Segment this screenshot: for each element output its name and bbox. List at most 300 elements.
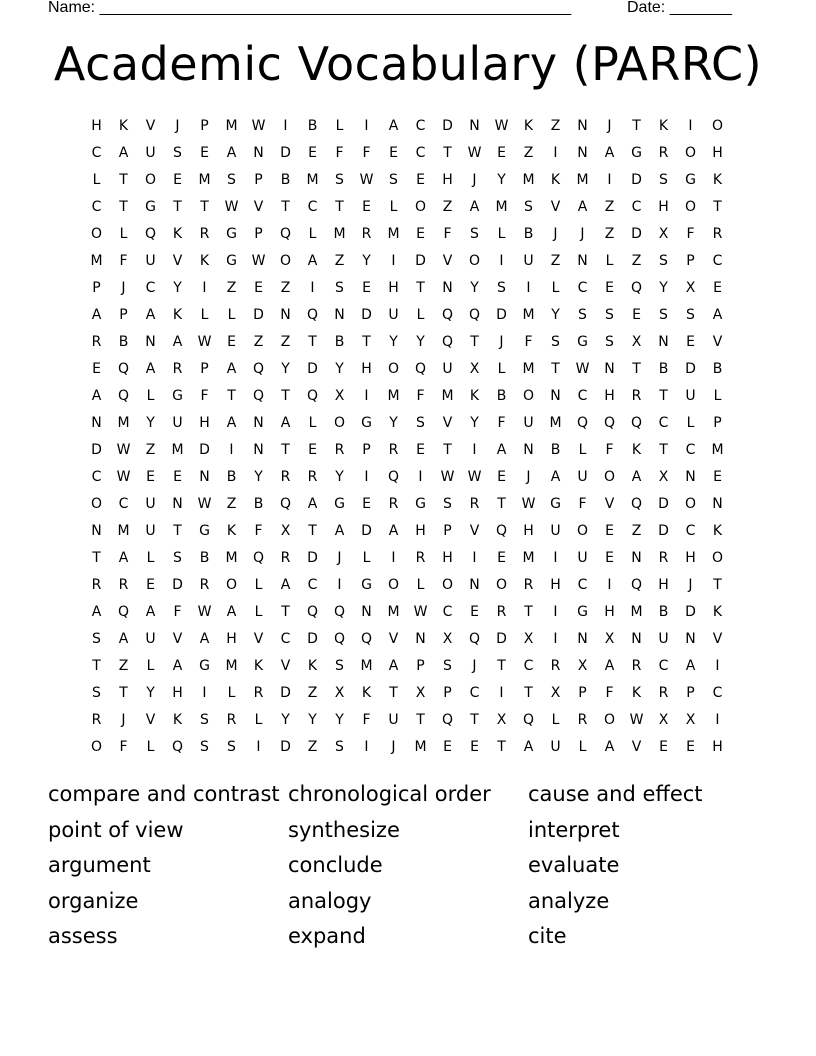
grid-letter[interactable]: U [145,523,156,539]
grid-letter[interactable]: Z [550,118,561,134]
grid-letter[interactable]: H [172,685,183,701]
grid-letter[interactable]: Q [252,361,265,377]
grid-letter[interactable]: Y [497,172,506,188]
grid-letter[interactable]: M [360,658,373,674]
grid-letter[interactable]: A [577,199,588,215]
grid-letter[interactable]: P [443,685,452,701]
grid-letter[interactable]: C [91,469,102,485]
grid-letter[interactable]: E [227,334,236,350]
grid-letter[interactable]: M [441,388,454,404]
grid-letter[interactable]: I [553,550,558,566]
grid-letter[interactable]: P [254,226,263,242]
grid-letter[interactable]: C [91,199,102,215]
grid-letter[interactable]: M [495,199,508,215]
grid-letter[interactable]: D [496,631,507,647]
grid-letter[interactable]: F [254,523,263,539]
grid-letter[interactable]: N [577,118,588,134]
grid-letter[interactable]: M [522,307,535,323]
grid-letter[interactable]: Q [117,604,130,620]
grid-letter[interactable]: F [497,415,506,431]
grid-letter[interactable]: X [685,280,696,296]
grid-letter[interactable]: S [470,226,479,242]
grid-letter[interactable]: Q [630,415,643,431]
grid-letter[interactable]: K [631,685,642,701]
grid-letter[interactable]: R [91,577,102,593]
grid-letter[interactable]: T [281,388,290,404]
grid-letter[interactable]: Q [252,388,265,404]
grid-letter[interactable]: E [443,739,452,755]
grid-letter[interactable]: D [658,523,669,539]
grid-letter[interactable]: X [523,631,534,647]
grid-letter[interactable]: M [522,172,535,188]
grid-letter[interactable]: S [92,631,101,647]
grid-letter[interactable]: A [172,658,183,674]
grid-letter[interactable]: Q [414,361,427,377]
grid-letter[interactable]: D [280,685,291,701]
grid-letter[interactable]: O [711,550,724,566]
grid-letter[interactable]: V [172,631,183,647]
grid-letter[interactable]: A [496,442,507,458]
grid-letter[interactable]: L [497,226,506,242]
grid-letter[interactable]: I [499,685,504,701]
grid-letter[interactable]: D [361,307,372,323]
grid-letter[interactable]: K [712,604,723,620]
grid-letter[interactable]: V [145,118,156,134]
grid-letter[interactable]: T [335,199,344,215]
grid-letter[interactable]: L [362,550,371,566]
grid-letter[interactable]: P [443,523,452,539]
grid-letter[interactable]: F [200,388,209,404]
grid-letter[interactable]: E [659,739,668,755]
grid-letter[interactable]: Z [442,199,453,215]
grid-letter[interactable]: A [118,145,129,161]
grid-letter[interactable]: W [197,334,212,350]
grid-letter[interactable]: E [173,172,182,188]
grid-letter[interactable]: S [200,739,209,755]
grid-letter[interactable]: N [631,550,642,566]
grid-letter[interactable]: W [413,604,428,620]
grid-letter[interactable]: S [524,199,533,215]
grid-letter[interactable]: A [280,577,291,593]
grid-letter[interactable]: Z [550,253,561,269]
grid-letter[interactable]: L [416,307,425,323]
grid-letter[interactable]: Q [441,307,454,323]
grid-letter[interactable]: S [200,712,209,728]
grid-letter[interactable]: E [146,469,155,485]
grid-letter[interactable]: C [631,199,642,215]
grid-letter[interactable]: C [712,685,723,701]
grid-letter[interactable]: R [631,388,642,404]
grid-letter[interactable]: T [497,496,506,512]
grid-letter[interactable]: X [334,685,345,701]
grid-letter[interactable]: U [388,307,399,323]
grid-letter[interactable]: K [469,388,480,404]
grid-letter[interactable]: E [470,604,479,620]
grid-letter[interactable]: F [605,442,614,458]
grid-letter[interactable]: Y [173,280,182,296]
grid-letter[interactable]: V [631,739,642,755]
grid-letter[interactable]: B [550,442,561,458]
grid-letter[interactable]: A [226,361,237,377]
grid-letter[interactable]: S [227,739,236,755]
grid-letter[interactable]: E [713,280,722,296]
grid-letter[interactable]: Q [630,496,643,512]
grid-letter[interactable]: H [685,550,696,566]
grid-letter[interactable]: D [280,739,291,755]
grid-letter[interactable]: C [415,145,426,161]
grid-letter[interactable]: F [362,712,371,728]
grid-letter[interactable]: Y [146,685,155,701]
grid-letter[interactable]: F [578,496,587,512]
grid-letter[interactable]: J [121,280,126,296]
grid-letter[interactable]: D [91,442,102,458]
grid-letter[interactable]: Y [389,334,398,350]
grid-letter[interactable]: T [281,442,290,458]
grid-letter[interactable]: H [712,739,723,755]
grid-letter[interactable]: O [684,199,697,215]
grid-letter[interactable]: Q [495,523,508,539]
grid-letter[interactable]: M [198,172,211,188]
grid-letter[interactable]: M [387,388,400,404]
grid-letter[interactable]: R [496,604,507,620]
grid-letter[interactable]: A [388,118,399,134]
grid-letter[interactable]: T [308,334,317,350]
grid-letter[interactable]: E [146,577,155,593]
grid-letter[interactable]: Y [416,334,425,350]
grid-letter[interactable]: E [308,145,317,161]
grid-letter[interactable]: S [335,172,344,188]
grid-letter[interactable]: E [497,145,506,161]
grid-letter[interactable]: U [388,712,399,728]
grid-letter[interactable]: Q [144,226,157,242]
grid-letter[interactable]: U [577,550,588,566]
grid-letter[interactable]: P [578,685,587,701]
grid-letter[interactable]: K [550,172,561,188]
grid-letter[interactable]: N [415,631,426,647]
grid-letter[interactable]: I [337,577,342,593]
grid-letter[interactable]: B [199,550,210,566]
grid-letter[interactable]: Z [523,145,534,161]
grid-letter[interactable]: I [715,658,720,674]
grid-letter[interactable]: V [604,496,615,512]
grid-letter[interactable]: B [712,361,723,377]
grid-letter[interactable]: W [575,361,590,377]
grid-letter[interactable]: A [523,739,534,755]
grid-letter[interactable]: L [713,388,722,404]
grid-letter[interactable]: D [361,523,372,539]
grid-letter[interactable]: G [145,199,156,215]
grid-letter[interactable]: V [253,631,264,647]
grid-letter[interactable]: Q [441,712,454,728]
grid-letter[interactable]: I [229,442,234,458]
grid-letter[interactable]: R [712,226,723,242]
grid-letter[interactable]: S [659,253,668,269]
grid-letter[interactable]: J [526,469,531,485]
grid-letter[interactable]: Q [360,631,373,647]
grid-letter[interactable]: R [91,712,102,728]
grid-letter[interactable]: X [334,388,345,404]
grid-letter[interactable]: V [442,253,453,269]
grid-letter[interactable]: T [281,604,290,620]
grid-letter[interactable]: Q [630,577,643,593]
grid-letter[interactable]: A [388,658,399,674]
grid-letter[interactable]: O [90,226,103,242]
grid-letter[interactable]: O [684,145,697,161]
grid-letter[interactable]: W [359,172,374,188]
grid-letter[interactable]: N [523,442,534,458]
grid-letter[interactable]: N [361,604,372,620]
grid-letter[interactable]: A [712,307,723,323]
grid-letter[interactable]: O [90,739,103,755]
grid-letter[interactable]: N [685,469,696,485]
grid-letter[interactable]: V [388,631,399,647]
grid-letter[interactable]: D [199,442,210,458]
grid-letter[interactable]: S [443,496,452,512]
grid-letter[interactable]: E [389,145,398,161]
grid-letter[interactable]: Q [603,415,616,431]
grid-letter[interactable]: I [526,280,531,296]
grid-letter[interactable]: S [443,658,452,674]
grid-letter[interactable]: L [254,577,263,593]
grid-letter[interactable]: L [119,226,128,242]
grid-letter[interactable]: T [659,388,668,404]
grid-letter[interactable]: N [172,496,183,512]
grid-letter[interactable]: V [712,631,723,647]
grid-letter[interactable]: W [224,199,239,215]
grid-letter[interactable]: Q [279,226,292,242]
grid-letter[interactable]: U [145,145,156,161]
grid-letter[interactable]: E [308,442,317,458]
grid-letter[interactable]: I [364,739,369,755]
grid-letter[interactable]: O [522,388,535,404]
grid-letter[interactable]: E [632,307,641,323]
grid-letter[interactable]: Q [306,604,319,620]
grid-letter[interactable]: D [442,118,453,134]
grid-letter[interactable]: M [522,550,535,566]
grid-letter[interactable]: Y [281,712,290,728]
grid-letter[interactable]: E [362,199,371,215]
grid-letter[interactable]: Y [389,415,398,431]
grid-letter[interactable]: A [172,334,183,350]
grid-letter[interactable]: O [225,577,238,593]
grid-letter[interactable]: Q [117,388,130,404]
grid-letter[interactable]: G [631,145,642,161]
grid-letter[interactable]: D [307,361,318,377]
grid-letter[interactable]: Q [279,496,292,512]
grid-letter[interactable]: T [632,361,641,377]
grid-letter[interactable]: T [524,685,533,701]
grid-letter[interactable]: A [307,253,318,269]
grid-letter[interactable]: L [551,280,560,296]
grid-letter[interactable]: A [631,469,642,485]
grid-letter[interactable]: R [307,469,318,485]
grid-letter[interactable]: I [310,280,315,296]
grid-letter[interactable]: U [658,631,669,647]
grid-letter[interactable]: V [469,523,480,539]
grid-letter[interactable]: C [658,415,669,431]
grid-letter[interactable]: E [173,469,182,485]
grid-letter[interactable]: T [173,199,182,215]
grid-letter[interactable]: A [91,307,102,323]
grid-letter[interactable]: A [226,145,237,161]
grid-letter[interactable]: K [712,172,723,188]
grid-letter[interactable]: N [91,415,102,431]
grid-letter[interactable]: Y [659,280,668,296]
grid-letter[interactable]: X [658,226,669,242]
grid-letter[interactable]: H [712,145,723,161]
grid-letter[interactable]: T [713,577,722,593]
grid-letter[interactable]: Q [441,334,454,350]
grid-letter[interactable]: L [200,307,209,323]
grid-letter[interactable]: M [549,415,562,431]
grid-letter[interactable]: U [685,388,696,404]
grid-letter[interactable]: K [199,253,210,269]
grid-letter[interactable]: X [469,361,480,377]
grid-letter[interactable]: K [118,118,129,134]
grid-letter[interactable]: R [658,550,669,566]
grid-letter[interactable]: Z [631,523,642,539]
grid-letter[interactable]: R [523,577,534,593]
grid-letter[interactable]: O [333,415,346,431]
grid-letter[interactable]: R [361,226,372,242]
grid-letter[interactable]: K [253,658,264,674]
grid-letter[interactable]: H [442,172,453,188]
grid-letter[interactable]: M [711,442,724,458]
grid-letter[interactable]: S [227,172,236,188]
grid-letter[interactable]: E [92,361,101,377]
grid-letter[interactable]: Y [254,469,263,485]
grid-letter[interactable]: M [225,550,238,566]
grid-letter[interactable]: L [308,226,317,242]
grid-letter[interactable]: A [118,550,129,566]
grid-letter[interactable]: N [199,469,210,485]
grid-letter[interactable]: Q [306,388,319,404]
grid-letter[interactable]: Z [253,334,264,350]
grid-letter[interactable]: N [577,631,588,647]
grid-letter[interactable]: J [121,712,126,728]
grid-letter[interactable]: T [119,199,128,215]
grid-letter[interactable]: C [577,388,588,404]
grid-letter[interactable]: C [658,658,669,674]
grid-letter[interactable]: T [659,442,668,458]
grid-letter[interactable]: L [227,307,236,323]
grid-letter[interactable]: R [226,712,237,728]
grid-letter[interactable]: K [658,118,669,134]
grid-letter[interactable]: B [226,469,237,485]
grid-letter[interactable]: T [227,388,236,404]
grid-letter[interactable]: N [685,631,696,647]
grid-letter[interactable]: C [145,280,156,296]
grid-letter[interactable]: D [415,253,426,269]
grid-letter[interactable]: P [686,253,695,269]
grid-letter[interactable]: C [118,496,129,512]
grid-letter[interactable]: O [468,253,481,269]
grid-letter[interactable]: R [91,334,102,350]
grid-letter[interactable]: H [226,631,237,647]
grid-letter[interactable]: B [658,604,669,620]
grid-letter[interactable]: S [335,280,344,296]
grid-letter[interactable]: E [416,442,425,458]
grid-letter[interactable]: U [145,496,156,512]
grid-letter[interactable]: B [280,172,291,188]
grid-letter[interactable]: T [470,712,479,728]
grid-letter[interactable]: H [658,199,669,215]
grid-letter[interactable]: Y [146,415,155,431]
grid-letter[interactable]: T [389,685,398,701]
grid-letter[interactable]: T [497,658,506,674]
grid-letter[interactable]: R [172,361,183,377]
grid-letter[interactable]: G [685,172,696,188]
grid-letter[interactable]: X [577,658,588,674]
grid-letter[interactable]: O [441,577,454,593]
grid-letter[interactable]: J [472,172,477,188]
grid-letter[interactable]: M [117,415,130,431]
grid-letter[interactable]: E [362,496,371,512]
grid-letter[interactable]: K [631,442,642,458]
grid-letter[interactable]: Y [281,361,290,377]
grid-letter[interactable]: A [118,631,129,647]
grid-letter[interactable]: F [119,739,128,755]
grid-letter[interactable]: S [578,307,587,323]
grid-letter[interactable]: E [686,739,695,755]
grid-letter[interactable]: Y [362,253,371,269]
grid-letter[interactable]: H [550,577,561,593]
grid-letter[interactable]: P [713,415,722,431]
grid-letter[interactable]: A [307,496,318,512]
grid-letter[interactable]: D [631,226,642,242]
grid-letter[interactable]: M [387,604,400,620]
grid-letter[interactable]: T [416,712,425,728]
grid-letter[interactable]: M [117,523,130,539]
grid-letter[interactable]: V [442,415,453,431]
grid-letter[interactable]: L [497,361,506,377]
grid-letter[interactable]: L [254,604,263,620]
grid-letter[interactable]: A [91,604,102,620]
grid-letter[interactable]: W [629,712,644,728]
grid-letter[interactable]: V [253,199,264,215]
grid-letter[interactable]: L [578,739,587,755]
grid-letter[interactable]: A [388,523,399,539]
grid-letter[interactable]: Z [604,199,615,215]
grid-letter[interactable]: C [577,577,588,593]
grid-letter[interactable]: F [605,685,614,701]
grid-letter[interactable]: M [576,172,589,188]
grid-letter[interactable]: R [199,226,210,242]
grid-letter[interactable]: N [550,388,561,404]
grid-letter[interactable]: A [280,415,291,431]
grid-letter[interactable]: K [172,712,183,728]
grid-letter[interactable]: I [364,118,369,134]
grid-letter[interactable]: A [604,739,615,755]
grid-letter[interactable]: I [688,118,693,134]
grid-letter[interactable]: R [631,658,642,674]
grid-letter[interactable]: X [550,685,561,701]
grid-letter[interactable]: M [630,604,643,620]
grid-letter[interactable]: E [497,469,506,485]
grid-letter[interactable]: S [173,550,182,566]
grid-letter[interactable]: L [551,712,560,728]
grid-letter[interactable]: S [686,307,695,323]
grid-letter[interactable]: I [391,253,396,269]
grid-letter[interactable]: C [280,631,291,647]
grid-letter[interactable]: Q [522,712,535,728]
grid-letter[interactable]: R [280,550,291,566]
grid-letter[interactable]: E [470,739,479,755]
grid-letter[interactable]: F [335,145,344,161]
grid-letter[interactable]: W [197,496,212,512]
grid-letter[interactable]: V [145,712,156,728]
grid-letter[interactable]: T [92,550,101,566]
